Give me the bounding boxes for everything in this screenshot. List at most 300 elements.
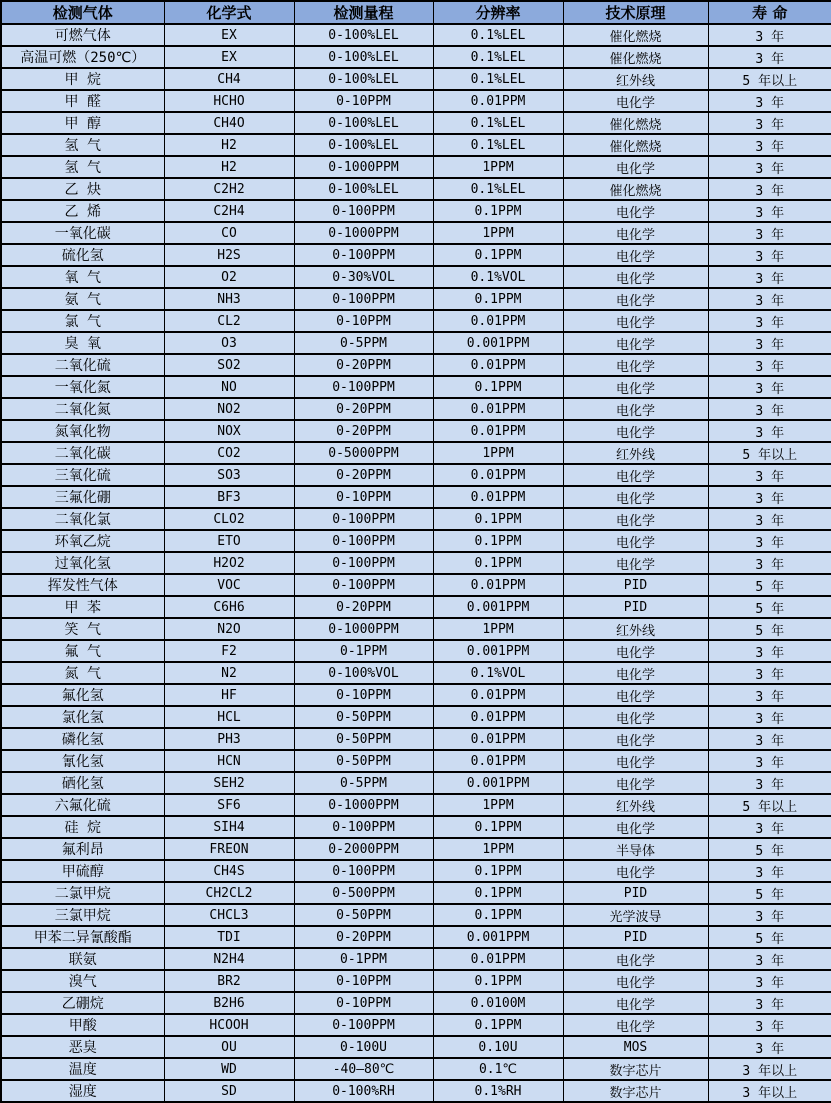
table-row <box>1 134 831 156</box>
table-cell: 0.001PPM <box>433 596 563 618</box>
table-cell: CH4S <box>164 860 294 882</box>
table-cell: 3 年 <box>708 134 831 156</box>
table-cell: BR2 <box>164 970 294 992</box>
table-cell: 3 年 <box>708 266 831 288</box>
table-cell: SF6 <box>164 794 294 816</box>
table-cell: 0-100PPM <box>294 860 433 882</box>
table-cell: OU <box>164 1036 294 1058</box>
table-cell: C2H2 <box>164 178 294 200</box>
table-cell: 0-100%LEL <box>294 68 433 90</box>
table-row <box>1 508 831 530</box>
table-cell: 0-5000PPM <box>294 442 433 464</box>
table-cell: 三氧化硫 <box>1 464 164 486</box>
table-cell: 电化学 <box>563 706 708 728</box>
table-row <box>1 24 831 46</box>
table-cell: 0-10PPM <box>294 90 433 112</box>
table-cell: 0.1%LEL <box>433 112 563 134</box>
column-header: 寿 命 <box>708 1 831 24</box>
table-cell: 0-50PPM <box>294 750 433 772</box>
table-cell: F2 <box>164 640 294 662</box>
table-cell: TDI <box>164 926 294 948</box>
table-cell: WD <box>164 1058 294 1080</box>
table-cell: 0.1%RH <box>433 1080 563 1102</box>
table-cell: NO2 <box>164 398 294 420</box>
table-cell: 二氧化氮 <box>1 398 164 420</box>
table-cell: CO2 <box>164 442 294 464</box>
table-cell: 二氧化硫 <box>1 354 164 376</box>
table-cell: 3 年 <box>708 772 831 794</box>
table-row <box>1 882 831 904</box>
table-cell: 电化学 <box>563 1014 708 1036</box>
table-cell: 0-100PPM <box>294 200 433 222</box>
table-cell: 三氟化硼 <box>1 486 164 508</box>
table-row <box>1 596 831 618</box>
table-cell: 1PPM <box>433 156 563 178</box>
table-cell: CH4O <box>164 112 294 134</box>
table-row <box>1 354 831 376</box>
table-cell: 甲酸 <box>1 1014 164 1036</box>
table-cell: HCN <box>164 750 294 772</box>
table-cell: 5 年 <box>708 618 831 640</box>
table-cell: CL2 <box>164 310 294 332</box>
table-cell: 0.01PPM <box>433 464 563 486</box>
table-cell: 红外线 <box>563 68 708 90</box>
table-cell: 催化燃烧 <box>563 24 708 46</box>
table-cell: 电化学 <box>563 464 708 486</box>
table-cell: 5 年 <box>708 574 831 596</box>
table-cell: 电化学 <box>563 200 708 222</box>
table-cell: 磷化氢 <box>1 728 164 750</box>
table-cell: 氯化氢 <box>1 706 164 728</box>
table-row <box>1 464 831 486</box>
table-cell: 3 年 <box>708 684 831 706</box>
table-cell: 0.1PPM <box>433 1014 563 1036</box>
table-cell: N2O <box>164 618 294 640</box>
table-cell: 甲 醇 <box>1 112 164 134</box>
table-cell: O3 <box>164 332 294 354</box>
table-cell: 氢 气 <box>1 156 164 178</box>
table-cell: 0.1PPM <box>433 200 563 222</box>
table-cell: 0.01PPM <box>433 398 563 420</box>
table-cell: BF3 <box>164 486 294 508</box>
table-cell: 3 年 <box>708 508 831 530</box>
table-cell: 0.01PPM <box>433 574 563 596</box>
table-cell: 0-5PPM <box>294 772 433 794</box>
table-row <box>1 970 831 992</box>
table-cell: 六氟化硫 <box>1 794 164 816</box>
table-cell: PID <box>563 596 708 618</box>
table-header <box>1 1 831 24</box>
table-cell: 0.1%LEL <box>433 178 563 200</box>
table-cell: SD <box>164 1080 294 1102</box>
table-cell: 0.1PPM <box>433 860 563 882</box>
table-cell: 0.1%LEL <box>433 134 563 156</box>
table-cell: 电化学 <box>563 508 708 530</box>
table-row <box>1 420 831 442</box>
table-cell: 0.1PPM <box>433 244 563 266</box>
table-row <box>1 948 831 970</box>
table-cell: 3 年 <box>708 244 831 266</box>
table-row <box>1 398 831 420</box>
table-row <box>1 530 831 552</box>
table-cell: 0-100PPM <box>294 816 433 838</box>
table-cell: 电化学 <box>563 816 708 838</box>
table-cell: -40—80℃ <box>294 1058 433 1080</box>
table-cell: 电化学 <box>563 970 708 992</box>
table-cell: 二氧化氯 <box>1 508 164 530</box>
table-cell: H2S <box>164 244 294 266</box>
table-cell: 0.1%VOL <box>433 662 563 684</box>
table-cell: 0.001PPM <box>433 332 563 354</box>
table-cell: 0-100%LEL <box>294 178 433 200</box>
table-row <box>1 992 831 1014</box>
table-cell: 3 年 <box>708 332 831 354</box>
table-cell: 0.01PPM <box>433 728 563 750</box>
table-cell: CO <box>164 222 294 244</box>
table-cell: B2H6 <box>164 992 294 1014</box>
table-row <box>1 244 831 266</box>
table-cell: 0.1PPM <box>433 882 563 904</box>
table-cell: 氟 气 <box>1 640 164 662</box>
table-cell: O2 <box>164 266 294 288</box>
table-cell: 0-100%LEL <box>294 134 433 156</box>
table-cell: 二氯甲烷 <box>1 882 164 904</box>
table-cell: 电化学 <box>563 244 708 266</box>
table-cell: 0-100PPM <box>294 530 433 552</box>
table-cell: 过氧化氢 <box>1 552 164 574</box>
table-cell: NO <box>164 376 294 398</box>
table-cell: 0-20PPM <box>294 420 433 442</box>
table-cell: 0-1000PPM <box>294 618 433 640</box>
table-row <box>1 90 831 112</box>
table-row <box>1 442 831 464</box>
table-cell: 1PPM <box>433 618 563 640</box>
table-cell: 甲 烷 <box>1 68 164 90</box>
table-cell: 湿度 <box>1 1080 164 1102</box>
table-cell: NOX <box>164 420 294 442</box>
table-cell: 红外线 <box>563 442 708 464</box>
table-cell: 0-100PPM <box>294 288 433 310</box>
table-cell: 1PPM <box>433 222 563 244</box>
table-row <box>1 310 831 332</box>
table-cell: 3 年 <box>708 904 831 926</box>
table-cell: 0.0100M <box>433 992 563 1014</box>
table-row <box>1 706 831 728</box>
header-row <box>1 1 831 24</box>
table-cell: 甲硫醇 <box>1 860 164 882</box>
table-row <box>1 178 831 200</box>
table-cell: 0-100PPM <box>294 1014 433 1036</box>
table-cell: 氢 气 <box>1 134 164 156</box>
table-cell: 3 年 <box>708 1014 831 1036</box>
table-row <box>1 376 831 398</box>
table-cell: 电化学 <box>563 486 708 508</box>
table-cell: 0.01PPM <box>433 90 563 112</box>
table-cell: 0-100PPM <box>294 244 433 266</box>
table-row <box>1 46 831 68</box>
table-cell: 5 年以上 <box>708 68 831 90</box>
table-row <box>1 222 831 244</box>
table-cell: 0.10U <box>433 1036 563 1058</box>
table-cell: 0-100PPM <box>294 376 433 398</box>
table-cell: 电化学 <box>563 772 708 794</box>
table-cell: 3 年 <box>708 662 831 684</box>
table-cell: 0.1%LEL <box>433 46 563 68</box>
table-cell: 3 年 <box>708 530 831 552</box>
table-cell: 0-1000PPM <box>294 222 433 244</box>
table-cell: 电化学 <box>563 90 708 112</box>
table-cell: 电化学 <box>563 332 708 354</box>
table-row <box>1 816 831 838</box>
table-cell: 3 年 <box>708 46 831 68</box>
table-cell: CH2CL2 <box>164 882 294 904</box>
table-cell: 电化学 <box>563 948 708 970</box>
table-cell: 电化学 <box>563 376 708 398</box>
table-cell: 0.1PPM <box>433 552 563 574</box>
table-cell: 催化燃烧 <box>563 178 708 200</box>
table-cell: 0-100U <box>294 1036 433 1058</box>
table-cell: 0-2000PPM <box>294 838 433 860</box>
table-cell: 硫化氢 <box>1 244 164 266</box>
table-cell: 0.1PPM <box>433 970 563 992</box>
table-cell: 0-1PPM <box>294 948 433 970</box>
table-cell: 电化学 <box>563 750 708 772</box>
table-cell: 红外线 <box>563 794 708 816</box>
table-cell: 0-10PPM <box>294 684 433 706</box>
table-cell: 0-50PPM <box>294 904 433 926</box>
table-cell: 电化学 <box>563 420 708 442</box>
column-header: 化学式 <box>164 1 294 24</box>
table-row <box>1 1014 831 1036</box>
table-cell: 0-20PPM <box>294 926 433 948</box>
table-cell: 0-20PPM <box>294 354 433 376</box>
table-cell: 3 年 <box>708 1036 831 1058</box>
table-row <box>1 156 831 178</box>
table-cell: 0.1PPM <box>433 508 563 530</box>
table-cell: 数字芯片 <box>563 1058 708 1080</box>
table-cell: 电化学 <box>563 552 708 574</box>
table-cell: 0-1PPM <box>294 640 433 662</box>
table-row <box>1 860 831 882</box>
table-cell: 电化学 <box>563 156 708 178</box>
table-row <box>1 200 831 222</box>
table-cell: 3 年以上 <box>708 1058 831 1080</box>
table-cell: 0.01PPM <box>433 750 563 772</box>
table-cell: 甲 醛 <box>1 90 164 112</box>
table-cell: 硒化氢 <box>1 772 164 794</box>
table-cell: 甲苯二异氰酸酯 <box>1 926 164 948</box>
table-row <box>1 1080 831 1102</box>
table-cell: 0.1PPM <box>433 530 563 552</box>
table-row <box>1 904 831 926</box>
table-cell: PID <box>563 926 708 948</box>
table-cell: 5 年 <box>708 596 831 618</box>
table-cell: 3 年 <box>708 640 831 662</box>
table-cell: MOS <box>563 1036 708 1058</box>
table-cell: 硅 烷 <box>1 816 164 838</box>
table-row <box>1 112 831 134</box>
table-cell: 1PPM <box>433 838 563 860</box>
table-cell: 温度 <box>1 1058 164 1080</box>
table-cell: 3 年 <box>708 156 831 178</box>
table-cell: 0.001PPM <box>433 772 563 794</box>
table-cell: 0.1%VOL <box>433 266 563 288</box>
table-cell: C2H4 <box>164 200 294 222</box>
table-cell: 电化学 <box>563 398 708 420</box>
table-row <box>1 266 831 288</box>
table-cell: 甲 苯 <box>1 596 164 618</box>
table-cell: 5 年以上 <box>708 442 831 464</box>
table-cell: 0-20PPM <box>294 464 433 486</box>
table-cell: 0-100%LEL <box>294 112 433 134</box>
table-cell: ETO <box>164 530 294 552</box>
table-cell: EX <box>164 24 294 46</box>
table-cell: SIH4 <box>164 816 294 838</box>
table-cell: 3 年 <box>708 750 831 772</box>
table-cell: 0.01PPM <box>433 706 563 728</box>
table-row <box>1 552 831 574</box>
table-cell: 三氯甲烷 <box>1 904 164 926</box>
table-cell: 5 年 <box>708 882 831 904</box>
table-cell: 0-20PPM <box>294 398 433 420</box>
table-cell: 0-30%VOL <box>294 266 433 288</box>
table-cell: 3 年 <box>708 310 831 332</box>
table-cell: 3 年 <box>708 178 831 200</box>
table-cell: PID <box>563 574 708 596</box>
table-cell: 数字芯片 <box>563 1080 708 1102</box>
table-cell: SO2 <box>164 354 294 376</box>
table-cell: 0-5PPM <box>294 332 433 354</box>
table-cell: 3 年 <box>708 992 831 1014</box>
table-cell: 半导体 <box>563 838 708 860</box>
table-cell: 电化学 <box>563 310 708 332</box>
table-cell: H2 <box>164 134 294 156</box>
table-cell: N2 <box>164 662 294 684</box>
table-cell: 3 年 <box>708 398 831 420</box>
table-row <box>1 794 831 816</box>
table-cell: 电化学 <box>563 728 708 750</box>
table-cell: 高温可燃（250℃） <box>1 46 164 68</box>
table-cell: 光学波导 <box>563 904 708 926</box>
table-cell: 3 年以上 <box>708 1080 831 1102</box>
table-cell: CH4 <box>164 68 294 90</box>
table-row <box>1 288 831 310</box>
table-cell: 乙硼烷 <box>1 992 164 1014</box>
table-cell: 5 年 <box>708 926 831 948</box>
table-cell: 3 年 <box>708 288 831 310</box>
table-cell: 0-10PPM <box>294 486 433 508</box>
table-row <box>1 640 831 662</box>
table-cell: 恶臭 <box>1 1036 164 1058</box>
table-cell: HCHO <box>164 90 294 112</box>
table-cell: SO3 <box>164 464 294 486</box>
table-row <box>1 728 831 750</box>
table-cell: H2 <box>164 156 294 178</box>
column-header: 检测气体 <box>1 1 164 24</box>
table-cell: 0-10PPM <box>294 970 433 992</box>
table-row <box>1 68 831 90</box>
table-cell: 电化学 <box>563 222 708 244</box>
table-row <box>1 486 831 508</box>
table-cell: 氯 气 <box>1 310 164 332</box>
table-cell: 0.01PPM <box>433 420 563 442</box>
table-cell: 3 年 <box>708 464 831 486</box>
table-cell: 0-100PPM <box>294 508 433 530</box>
table-cell: 二氧化碳 <box>1 442 164 464</box>
table-cell: 电化学 <box>563 684 708 706</box>
table-cell: 联氨 <box>1 948 164 970</box>
table-cell: 5 年 <box>708 838 831 860</box>
table-cell: 3 年 <box>708 354 831 376</box>
table-cell: CHCL3 <box>164 904 294 926</box>
table-cell: 乙 炔 <box>1 178 164 200</box>
table-cell: 3 年 <box>708 112 831 134</box>
table-cell: 0-100%LEL <box>294 46 433 68</box>
table-cell: 3 年 <box>708 970 831 992</box>
table-cell: 0.1%LEL <box>433 68 563 90</box>
table-cell: 0-1000PPM <box>294 794 433 816</box>
table-cell: 0.1PPM <box>433 376 563 398</box>
table-cell: 3 年 <box>708 486 831 508</box>
table-cell: 0-100%RH <box>294 1080 433 1102</box>
table-cell: 3 年 <box>708 728 831 750</box>
table-cell: 氧 气 <box>1 266 164 288</box>
table-cell: 一氧化碳 <box>1 222 164 244</box>
table-cell: 电化学 <box>563 288 708 310</box>
table-cell: 环氧乙烷 <box>1 530 164 552</box>
table-cell: PH3 <box>164 728 294 750</box>
table-row <box>1 684 831 706</box>
table-cell: 一氧化氮 <box>1 376 164 398</box>
table-cell: 1PPM <box>433 442 563 464</box>
table-row <box>1 750 831 772</box>
table-row <box>1 772 831 794</box>
table-cell: N2H4 <box>164 948 294 970</box>
table-cell: 电化学 <box>563 992 708 1014</box>
table-cell: 0-100PPM <box>294 552 433 574</box>
table-cell: 电化学 <box>563 662 708 684</box>
table-cell: 催化燃烧 <box>563 112 708 134</box>
table-cell: 3 年 <box>708 222 831 244</box>
table-row <box>1 1036 831 1058</box>
table-cell: 0-20PPM <box>294 596 433 618</box>
table-cell: 催化燃烧 <box>563 134 708 156</box>
table-cell: 3 年 <box>708 200 831 222</box>
table-cell: 0-100%LEL <box>294 24 433 46</box>
table-cell: 臭 氧 <box>1 332 164 354</box>
table-cell: 5 年以上 <box>708 794 831 816</box>
table-cell: 3 年 <box>708 860 831 882</box>
table-cell: 0-100%VOL <box>294 662 433 684</box>
table-cell: 电化学 <box>563 266 708 288</box>
table-cell: 3 年 <box>708 706 831 728</box>
table-cell: 0-10PPM <box>294 992 433 1014</box>
table-cell: NH3 <box>164 288 294 310</box>
table-cell: 乙 烯 <box>1 200 164 222</box>
table-cell: 0.1%LEL <box>433 24 563 46</box>
table-cell: 1PPM <box>433 794 563 816</box>
table-cell: 0.001PPM <box>433 926 563 948</box>
table-cell: CLO2 <box>164 508 294 530</box>
table-cell: 电化学 <box>563 530 708 552</box>
table-cell: HCOOH <box>164 1014 294 1036</box>
column-header: 分辨率 <box>433 1 563 24</box>
table-cell: H2O2 <box>164 552 294 574</box>
table-cell: VOC <box>164 574 294 596</box>
table-cell: 氰化氢 <box>1 750 164 772</box>
table-cell: 0.01PPM <box>433 310 563 332</box>
table-cell: 氨 气 <box>1 288 164 310</box>
